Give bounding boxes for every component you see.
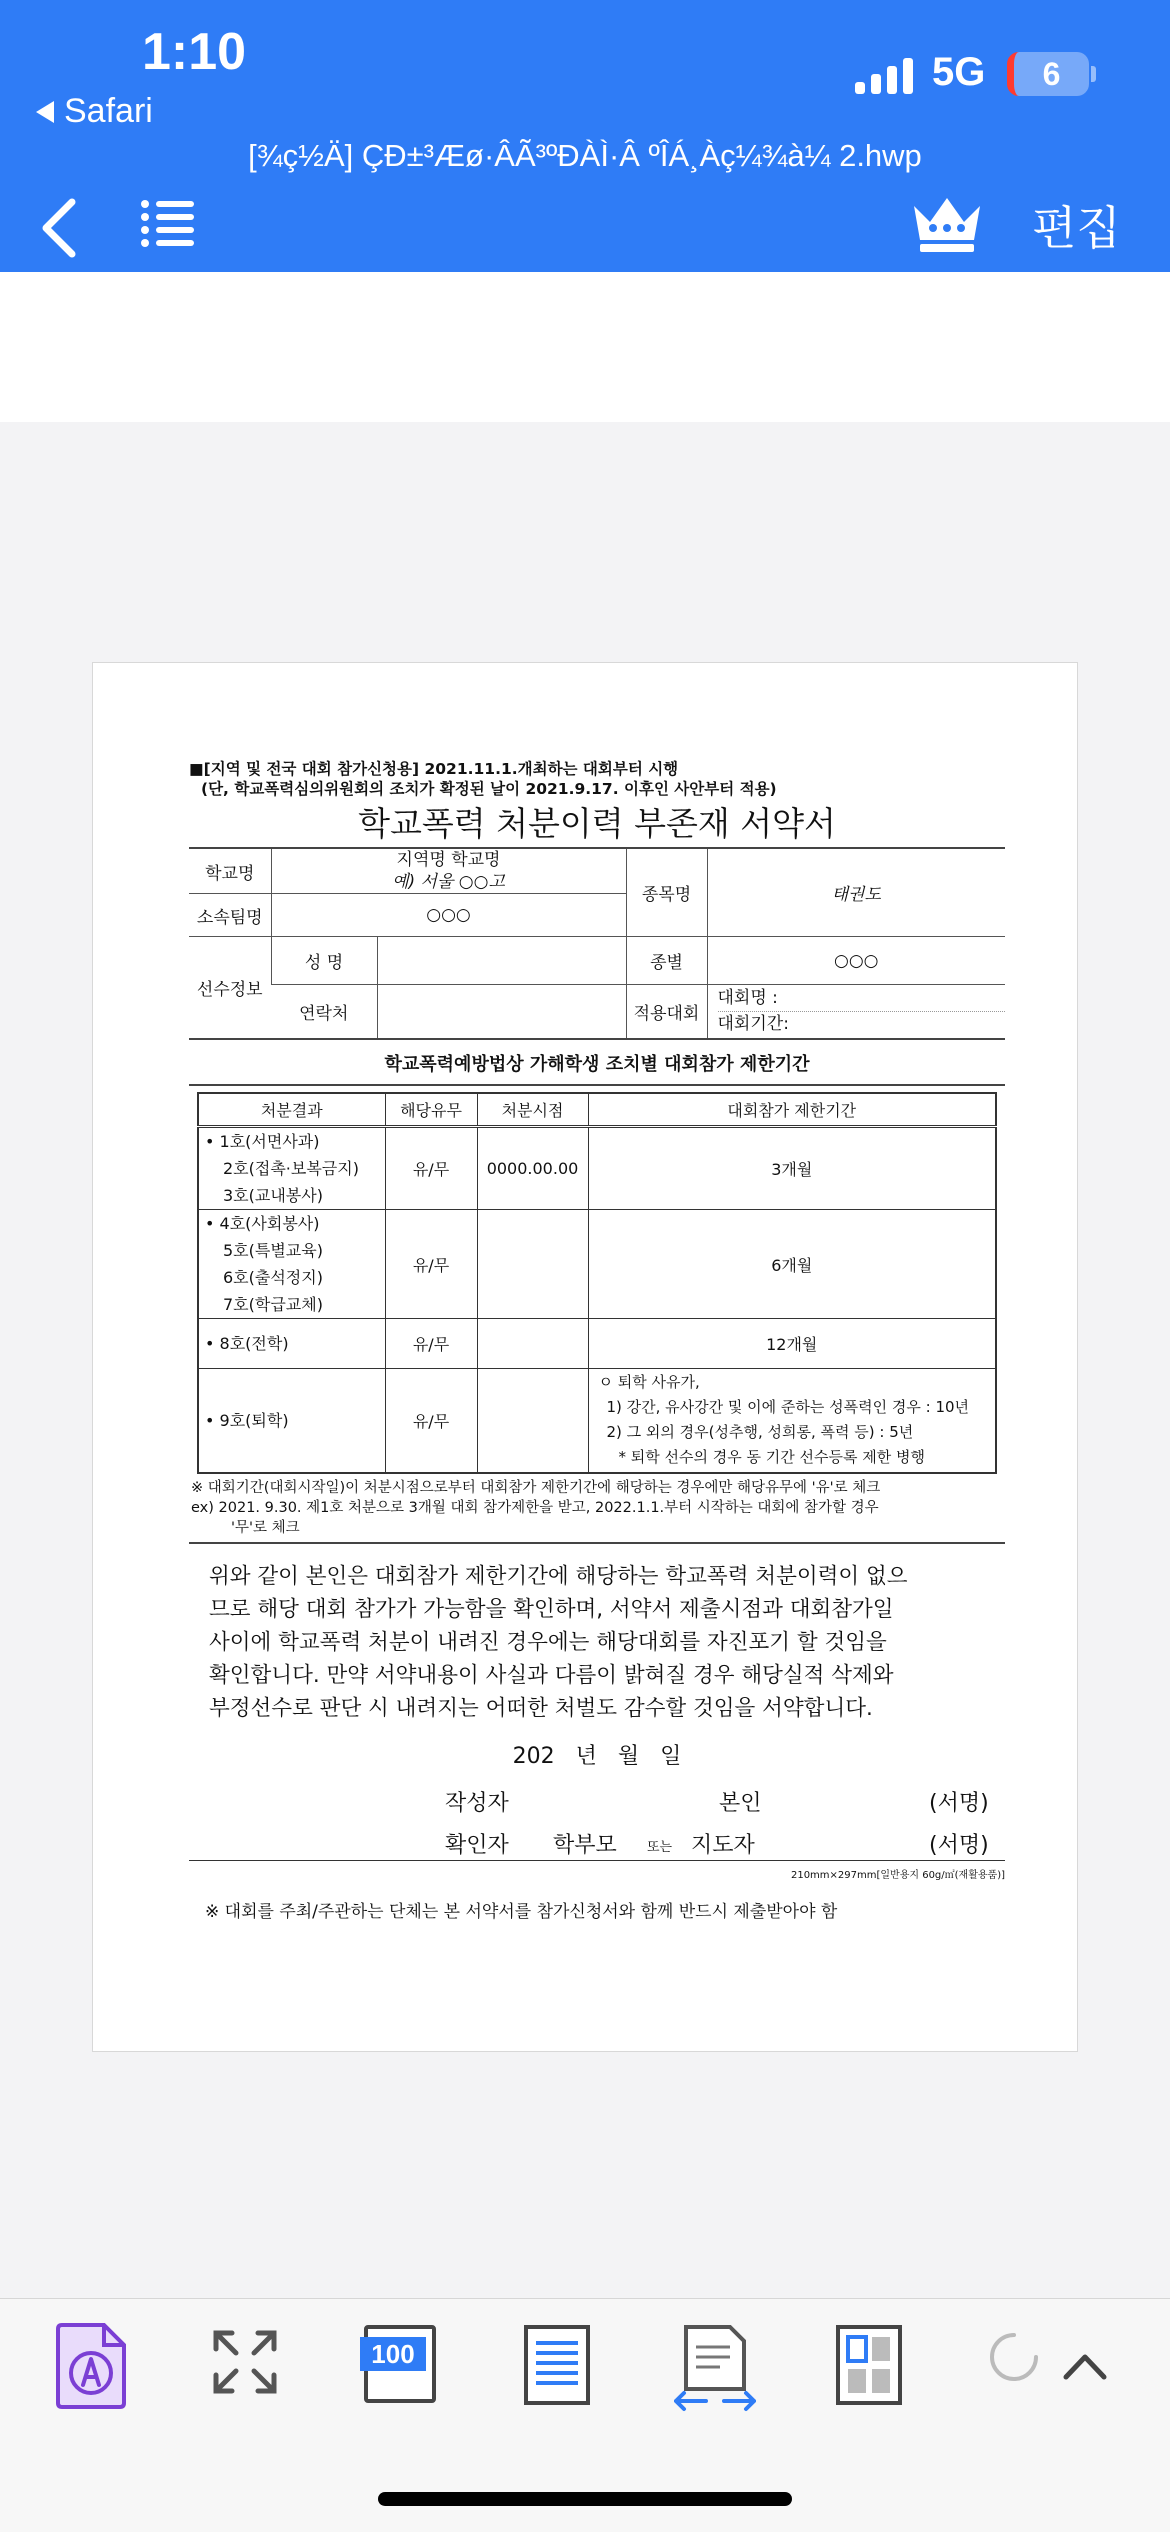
- school-head: 지역명 학교명: [396, 850, 501, 870]
- document-page[interactable]: [92, 662, 1078, 2052]
- contact-value[interactable]: [377, 985, 626, 1039]
- paper-size-note: 210mm×297mm[일반용지 60g/㎡(재활용품)]: [790, 1869, 1005, 1881]
- or-label: 또는: [647, 1839, 673, 1855]
- col-header-result: 처분결과: [198, 1093, 385, 1127]
- team-value: ○○○: [271, 894, 626, 937]
- battery-level: 6: [1042, 55, 1061, 92]
- document-content: [189, 759, 1005, 1922]
- disposal-item: • 9호(퇴학): [198, 1369, 385, 1473]
- page-width-icon[interactable]: [674, 2325, 756, 2413]
- expulsion-note: 1) 강간, 유사강간 및 이에 준하는 성폭력인 경우 : 10년: [606, 1398, 970, 1417]
- comp-name-label: 대회명 :: [718, 986, 1006, 1012]
- table-row: [198, 1319, 996, 1369]
- note-line: ※ 대회기간(대회시작일)이 처분시점으로부터 대회참가 제한기간에 해당하는 경우에만 해당유무에 '유'로 체크: [191, 1479, 881, 1496]
- document-title: 학교폭력 처분이력 부존재 서약서: [358, 804, 836, 843]
- disposal-item: 2호(접촉·보복금지): [223, 1159, 359, 1178]
- document-filename: [¾ç½Ä] ÇÐ±³Æø·ÂÃ³ºÐÀÌ·Â ºÎÁ¸Àç¼¾à¼ 2.hwp: [248, 138, 922, 173]
- date-value[interactable]: [477, 1319, 588, 1369]
- event-value: ○○○: [707, 937, 1005, 985]
- edit-button[interactable]: 편집: [1032, 201, 1121, 255]
- back-app-label: Safari: [64, 92, 153, 130]
- col-header-applicable: 해당유무: [385, 1093, 477, 1127]
- thumbnail-grid-icon[interactable]: [836, 2325, 902, 2405]
- applicant-info-table: [189, 847, 1005, 1040]
- disposal-item: 5호(특별교육): [223, 1241, 323, 1260]
- limit-value: 6개월: [588, 1210, 996, 1319]
- school-example: 예) 서울 ○○고: [392, 872, 505, 892]
- header-notice-line1: ■[지역 및 전국 대회 참가신청용] 2021.11.1.개최하는 대회부터 시행: [189, 760, 679, 778]
- player-info-label: 선수정보: [189, 937, 271, 1039]
- network-type: 5G: [932, 50, 986, 94]
- page-view-icon[interactable]: [524, 2325, 590, 2405]
- back-chevron-icon[interactable]: [36, 196, 86, 260]
- parent-label: 학부모: [553, 1832, 617, 1858]
- limit-value: 12개월: [588, 1319, 996, 1369]
- disposal-item: 7호(학급교체): [223, 1295, 323, 1314]
- name-value[interactable]: [377, 937, 626, 985]
- home-indicator[interactable]: [378, 2492, 792, 2506]
- applicable-value[interactable]: 유/무: [385, 1127, 477, 1210]
- team-label: 소속팀명: [189, 894, 271, 937]
- signal-icon: [855, 56, 913, 94]
- event-label: 종별: [626, 937, 707, 985]
- restriction-section-title: 학교폭력예방법상 가해학생 조치별 대회참가 제한기간: [189, 1040, 1005, 1086]
- sport-value: 태권도: [707, 848, 1005, 937]
- list-menu-icon[interactable]: [140, 198, 196, 250]
- disposal-item: • 1호(서면사과): [205, 1132, 320, 1151]
- page-gap-band: [0, 272, 1170, 422]
- pen-annotation-icon[interactable]: [54, 2323, 128, 2409]
- pledge-line: 사이에 학교폭력 처분이 내려진 경우에는 해당대회를 자진포기 할 것임을: [209, 1629, 887, 1655]
- contact-label: 연락처: [271, 985, 377, 1039]
- signature-divider: [189, 1860, 1005, 1861]
- date-value[interactable]: [477, 1210, 588, 1319]
- header-notice-line2: (단, 학교폭력심의위원회의 조치가 확정된 날이 2021.9.17. 이후인 사안부터 적용): [201, 780, 777, 798]
- applicable-value[interactable]: 유/무: [385, 1210, 477, 1319]
- zoom-100-button[interactable]: [364, 2325, 436, 2403]
- table-row: [198, 1369, 996, 1473]
- expulsion-note: ㅇ 퇴학 사유가,: [598, 1373, 700, 1392]
- comp-period-label: 대회기간:: [717, 1013, 789, 1034]
- comp-label: 적용대회: [626, 985, 707, 1039]
- limit-value: 3개월: [588, 1127, 996, 1210]
- applicable-value[interactable]: 유/무: [385, 1369, 477, 1473]
- disposal-item: 3호(교내봉사): [223, 1186, 323, 1205]
- back-to-safari-button[interactable]: [36, 92, 153, 131]
- top-nav-bar: [0, 0, 1170, 272]
- restriction-table: [197, 1092, 997, 1474]
- zoom-badge: 100: [360, 2337, 426, 2371]
- expulsion-note: * 퇴학 선수의 경우 동 기간 선수등록 제한 병행: [618, 1448, 925, 1467]
- pledge-date: 202 년 월 일: [512, 1743, 682, 1769]
- submission-footnote: ※ 대회를 주최/주관하는 단체는 본 서약서를 참가신청서와 함께 반드시 제출받아야 함: [205, 1901, 838, 1922]
- signature-block: [189, 1782, 1005, 1862]
- expulsion-note: 2) 그 외의 경우(성추행, 성희롱, 폭력 등) : 5년: [606, 1423, 914, 1442]
- back-triangle-icon: [36, 101, 54, 123]
- pledge-text: [189, 1544, 1005, 1725]
- pledge-line: 부정선수로 판단 시 내려지는 어떠한 처벌도 감수할 것임을 서약합니다.: [209, 1695, 873, 1721]
- disposal-item: 6호(출석정지): [223, 1268, 323, 1287]
- writer-label: 작성자: [445, 1790, 509, 1816]
- fullscreen-expand-icon[interactable]: [212, 2329, 278, 2395]
- table-row: [198, 1210, 996, 1319]
- note-line: ex) 2021. 9.30. 제1호 처분으로 3개월 대회 참가제한을 받고, 2022.1.1.부터 시작하는 대회에 참가할 경우: [191, 1499, 879, 1516]
- self-label: 본인: [719, 1790, 762, 1816]
- chevron-up-icon[interactable]: [1062, 2351, 1108, 2381]
- applicable-value[interactable]: 유/무: [385, 1319, 477, 1369]
- sport-label: 종목명: [626, 848, 707, 937]
- status-time: 1:10: [142, 23, 247, 81]
- confirmer-label: 확인자: [445, 1832, 509, 1858]
- coach-label: 지도자: [691, 1832, 755, 1858]
- table-row: [198, 1127, 996, 1210]
- pledge-line: 확인합니다. 만약 서약내용이 사실과 다름이 밝혀질 경우 해당실적 삭제와: [209, 1662, 894, 1688]
- date-value[interactable]: [477, 1369, 588, 1473]
- note-line: '무'로 체크: [231, 1519, 300, 1536]
- signature-slot-1[interactable]: (서명): [929, 1790, 989, 1816]
- pledge-line: 위와 같이 본인은 대회참가 제한기간에 해당하는 학교폭력 처분이력이 없으: [209, 1563, 908, 1589]
- table-notes: [189, 1474, 1005, 1544]
- disposal-item: • 8호(전학): [198, 1319, 385, 1369]
- date-value[interactable]: 0000.00.00: [477, 1127, 588, 1210]
- col-header-date: 처분시점: [477, 1093, 588, 1127]
- pledge-line: 므로 해당 대회 참가가 가능함을 확인하며, 서약서 제출시점과 대회참가일: [209, 1596, 894, 1622]
- school-label: 학교명: [189, 848, 271, 894]
- disposal-item: • 4호(사회봉사): [205, 1214, 320, 1233]
- battery-icon: [1007, 52, 1089, 96]
- col-header-limit: 대회참가 제한기간: [588, 1093, 996, 1127]
- battery-tip: [1091, 66, 1096, 82]
- crown-premium-icon[interactable]: [910, 190, 984, 254]
- loading-spinner-icon: [986, 2329, 1042, 2385]
- name-label: 성 명: [271, 937, 377, 985]
- signature-slot-2[interactable]: (서명): [929, 1832, 989, 1858]
